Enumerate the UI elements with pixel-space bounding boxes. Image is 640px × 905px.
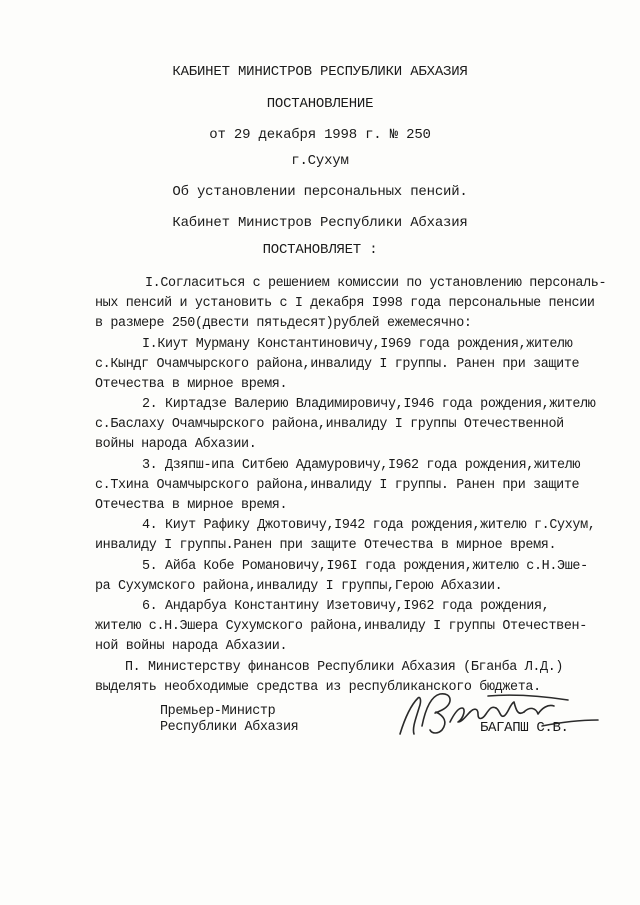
body-line: ра Сухумского района,инвалиду I группы,Герою Абхазии. [95,579,503,594]
body-line: инвалиду I группы.Ранен при защите Отечества в мирное время. [95,538,557,553]
body-line: 5. Айба Кобе Романовичу,I96I года рождения,жителю с.Н.Эше- [142,559,588,574]
city: г.Сухум [291,153,349,169]
organization-heading: КАБИНЕТ МИНИСТРОВ РЕСПУБЛИКИ АБХАЗИЯ [172,64,468,80]
body-line: войны народа Абхазии. [95,437,257,452]
body-line: Отечества в мирное время. [95,498,288,513]
body-line: в размере 250(двести пятьдесят)рублей ежемесячно: [95,316,472,331]
body-line: I.Согласиться с решением комиссии по установлению персональ- [145,276,607,291]
signatory-name: БАГАПШ С.В. [480,720,569,736]
body-line: с.Баслаху Очамчырского района,инвалиду I группы Отечественной [95,417,564,432]
body-line: ных пенсий и установить с I декабря I998 года персональные пенсии [95,296,595,311]
body-line: ной войны народа Абхазии. [95,639,288,654]
body-line: 4. Киут Рафику Джотовичу,I942 года рождения,жителю г.Сухум, [142,518,596,533]
body-line: 6. Андарбуа Константину Изетовичу,I962 года рождения, [142,599,550,614]
subject-line: Об установлении персональных пенсий. [172,184,468,200]
issuer-line: Кабинет Министров Республики Абхазия [172,215,468,231]
body-line: П. Министерству финансов Республики Абхазия (Бганба Л.Д.) [125,660,564,675]
document-type: ПОСТАНОВЛЕНИЕ [266,96,374,112]
handwritten-signature [392,686,602,746]
body-line: 2. Киртадзе Валерию Владимировичу,I946 года рождения,жителю [142,397,596,412]
body-line: выделять необходимые средства из республиканского бюджета. [95,680,541,695]
body-line: I.Киут Мурману Константиновичу,I969 года рождения,жителю [142,337,573,352]
body-line: с.Тхина Очамчырского района,инвалиду I группы. Ранен при защите [95,478,580,493]
date-and-number: от 29 декабря 1998 г. № 250 [209,127,431,143]
body-line: с.Кындг Очамчырского района,инвалиду I группы. Ранен при защите [95,357,580,372]
resolves-heading: ПОСТАНОВЛЯЕТ : [262,242,378,258]
body-line: 3. Дзяпш-ипа Ситбею Адамуровичу,I962 года рождения,жителю [142,458,581,473]
body-line: жителю с.Н.Эшера Сухумского района,инвалиду I группы Отечествен- [95,619,587,634]
signatory-title-line2: Республики Абхазия [160,720,299,735]
body-line: Отечества в мирное время. [95,377,288,392]
signatory-title-line1: Премьер-Министр [160,704,276,719]
